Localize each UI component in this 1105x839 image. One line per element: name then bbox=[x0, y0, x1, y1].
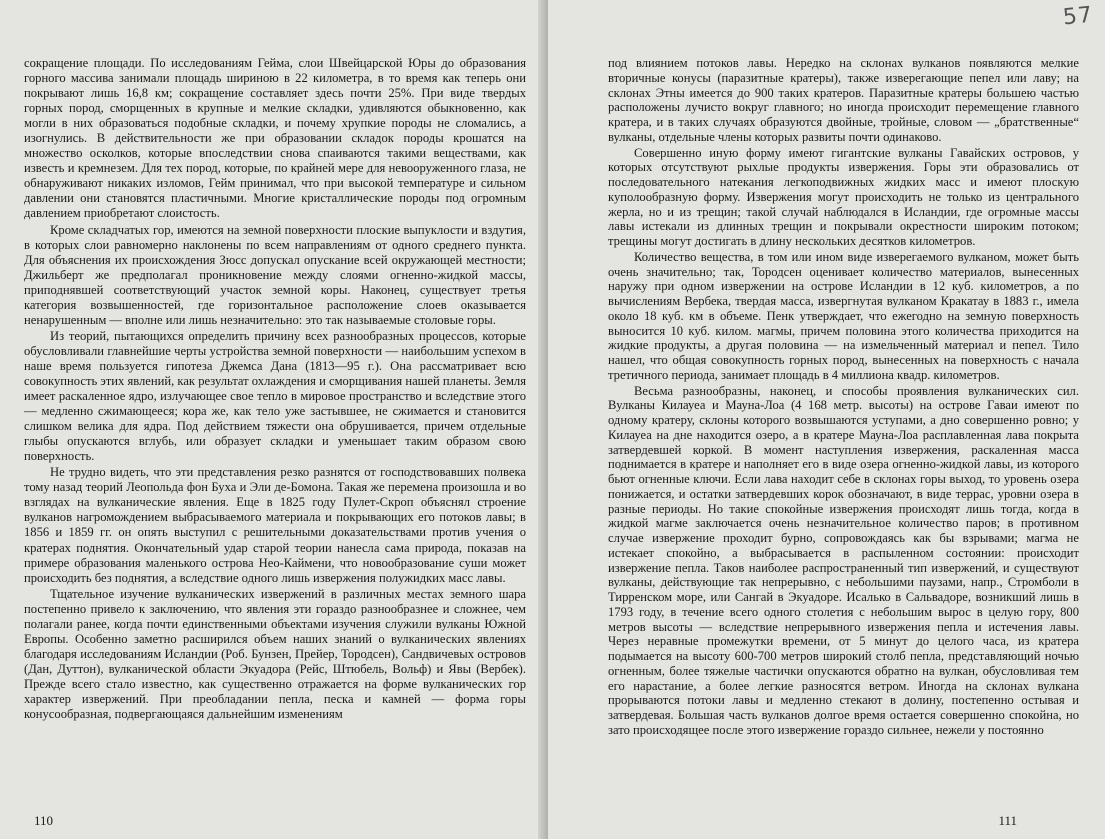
right-page-number: 111 bbox=[998, 813, 1017, 828]
left-page bbox=[0, 0, 548, 839]
left-paragraph-3: Из теорий, пытающихся определить причину всех разнообразных процессов, которые обусловливали главнейшие черты устройства земной поверхности — наибольшим успехом в наше время пользуется гипотеза Джемса Дана (1813—95 г.). Она рассматривает всю совокупность этих явлений, как результат охлаждения и сморщивания нашей планеты. Земля имеет раскаленное ядро, излучающее свое тепло в мировое пространство и вследствие этого — медленно сжимающееся; кора же, как тело уже застывшее, не сжимается и становится слишком велика для ядра. Под действием тяжести она обрушивается, причем отдельные глыбы опускаются вглубь, или образует складки и уменьшает таким образом свою поверхность. bbox=[24, 328, 527, 464]
left-paragraph-5: Тщательное изучение вулканических извержений в различных местах земного шара постепенно привело к заключению, что явления эти гораздо разнообразнее и сложнее, чем полагали ранее, когда почти единственными объектами изучения служили вулканы Южной Европы. Особенно заметно расширился объем наших знаний о вулканических явлениях благодаря исследованиям Исландии (Роб. Бунзен, Прейер, Тородсен), Сандвичевых островов (Дан, Дуттон), вулканической области Экуадора (Рейс, Штюбель, Вольф) и Явы (Вербек). Прежде всего стало известно, как существенно отражается на форме вулканических гор характер извержений. При преобладании пепла, песка и камней — форма горы конусообразная, подвергающаяся дальнейшим изменениям bbox=[24, 586, 526, 722]
right-paragraph-1: под влиянием потоков лавы. Нередко на склонах вулканов появляются мелкие вторичные конусы (паразитные кратеры), также изверегающие пепел или лаву; на склонах Этны имеется до 900 таких кратеров. Паразитные кратеры большею частью расположены лучисто вокруг главного; но иногда происходит перемещение главного кратера, и в таких случаях образуются двойные, тройные, словом — „братственные“ вулканы, отдельные члены которых развиты почти одинаково. bbox=[608, 56, 1079, 144]
right-page bbox=[548, 0, 1105, 839]
right-paragraph-2: Совершенно иную форму имеют гигантские вулканы Гавайских островов, у которых отсутствуют рыхлые продукты извержения. Горы эти образовались от последовательного натекания легкоподвижных жидких масс и имеют плоскую куполообразную форму. Извержения могут происходить не только из центрального жерла, но и из трещин; такой случай наблюдался в Исландии, где огромные массы лавы истекали из длинных трещин и покрывали окрестности широким потоком; трещины могут достигать в длину нескольких десятков километров. bbox=[608, 145, 1079, 248]
right-paragraph-4: Весьма разнообразны, наконец, и способы проявления вулканических сил. Вулканы Килауеа и Мауна-Лоа (4 168 метр. высоты) на острове Гаваи имеют по одному кратеру, склоны которого возвышаются уступами, а дно совершенно ровно; у Килауеа на дне находится озеро, а в кратере Мауна-Лоа расплавленная лава покрыта затвердевшей коркой. В момент наступления извержения, раскаленная масса поднимается в кратере и наполняет его в виде озера огненно-жидкой лавы, из которого бьют огненные ключи. Если лава находит себе в склонах горы выход, то уровень озера понижается, и остатки затвердевших корок обозначают, в виде террас, уровни озера в разные периоды. Но такие спокойные извержения происходят лишь тогда, когда в жидкой магме заключается очень незначительное количество паров; в противном случае извержение проходит бурно, сопровождаясь как бы взрывами; магма не истекает спокойно, а выбрасывается в распыленном состоянии: происходит извержение пепла. Таков наиболее распространенный тип извержений, и существуют вулканы, действующие так непрерывно, с небольшими паузами, напр., Стромболи в Тирренском море, или Сангай в Экуадоре. Исалько в Сальвадоре, возникший лишь в 1793 году, в течение всего одного столетия с небольшим вырос в целую гору, 800 метров высоты — вследствие непрерывного извержения пепла и истечения лавы. Через неравные промежутки времени, от 5 минут до целого часа, из кратера подымается на высоту 600-700 метров широкий столб пепла, представляющий ночью огненным, более тяжелые частички опускаются обратно на вулкан, обусловливая тем его нарастание, а более легкие разносятся ветром. Иногда на склонах вулкана прорываются потоки лавы и медленно стекают в долину, постепенно остывая и затвердевая. Большая часть вулканов долгое время остается совершенно спокойна, но зато происходящее после этого извержение гораздо сильнее, нежели у постоянно bbox=[608, 383, 1079, 737]
left-paragraph-4: Не трудно видеть, что эти представления резко разнятся от господствовавших полвека тому назад теорий Леопольда фон Буха и Эли де-Бомона. Такая же перемена произошла и во взглядах на вулканические явления. Еще в 1825 году Пулет-Скроп объяснял строение вулканов нагромождением выбрасываемого материала и покрывающих его потоков лавы; в 1856 и 1859 гг. он опять выступил с решительными доказательствами против учения о кратерах поднятия. Окончательный удар старой теории нанесла сама природа, показав на примере образования маленького острова Нео-Каймени, что новообразование суши может происходить без поднятия, а вследствие одного лишь извержения полужидких масс лавы. bbox=[24, 465, 526, 585]
right-paragraph-3: Количество вещества, в том или ином виде изверегаемого вулканом, может быть очень значительно; так, Тородсен оценивает количество материалов, вынесенных наружу при одном извержении на острове Исландии в 12 куб. километров, а по вычислениям Вербека, твердая масса, извергнутая вулканом Кракатау в 1883 г., имела около 18 куб. км в объеме. Пенк утверждает, что ежегодно на земную поверхность выносится 10 куб. килом. магмы, причем половина этого количества приходится на жидкие продукты, а другая половина — на измельченный материал и пепел. Тило нашел, что общая совокупность горных пород, вынесенных на поверхность с начала третичного периода, занимает площадь в 4 миллиона квадр. километров. bbox=[608, 249, 1079, 382]
handwritten-page-number: 57 bbox=[1061, 2, 1095, 31]
left-paragraph-2: Кроме складчатых гор, имеются на земной поверхности плоские выпуклости и вздутия, в которых слои равномерно наклонены по всем направлениям от одного среднего пункта. Для объяснения их происхождения Зюсс допускал опускание всей окружающей местности; Джильберт же предполагал проникновение между слоями огненно-жидкой массы, приподнявшей соответствующий участок земной коры. Наконец, существует третья категория возвышенностей, где горизонтальное расположение слоев оказывается ненарушенным — вполне или лишь незначительно: это так называемые столовые горы. bbox=[24, 222, 526, 327]
left-paragraph-1: сокращение площади. По исследованиям Гейма, слои Швейцарской Юры до образования горного массива занимали площадь шириною в 22 километра, в то время как теперь они покрывают лишь 16,8 км; сокращение составляет здесь почти 25%. При виде твердых горных пород, сморщенных в крупные и мелкие складки, удивляются обыкновенно, как могли в них образоваться подобные складки, и почему хрупкие породы не сломались, а изогнулись. В действительности же при образовании складок породы крошатся на множество осколков, которые впоследствии снова спаиваются такими веществами, как известь и кремнезем. Для тех пород, которые, по крайней мере для невооруженного глаза, не обнаруживают никаких изломов, Гейм принимал, что при высокой температуре и сильном давлении они становятся пластичными. Многие кристаллические породы под огромным давлением приобретают слоистость. bbox=[24, 56, 526, 221]
left-page-number: 110 bbox=[34, 813, 54, 828]
